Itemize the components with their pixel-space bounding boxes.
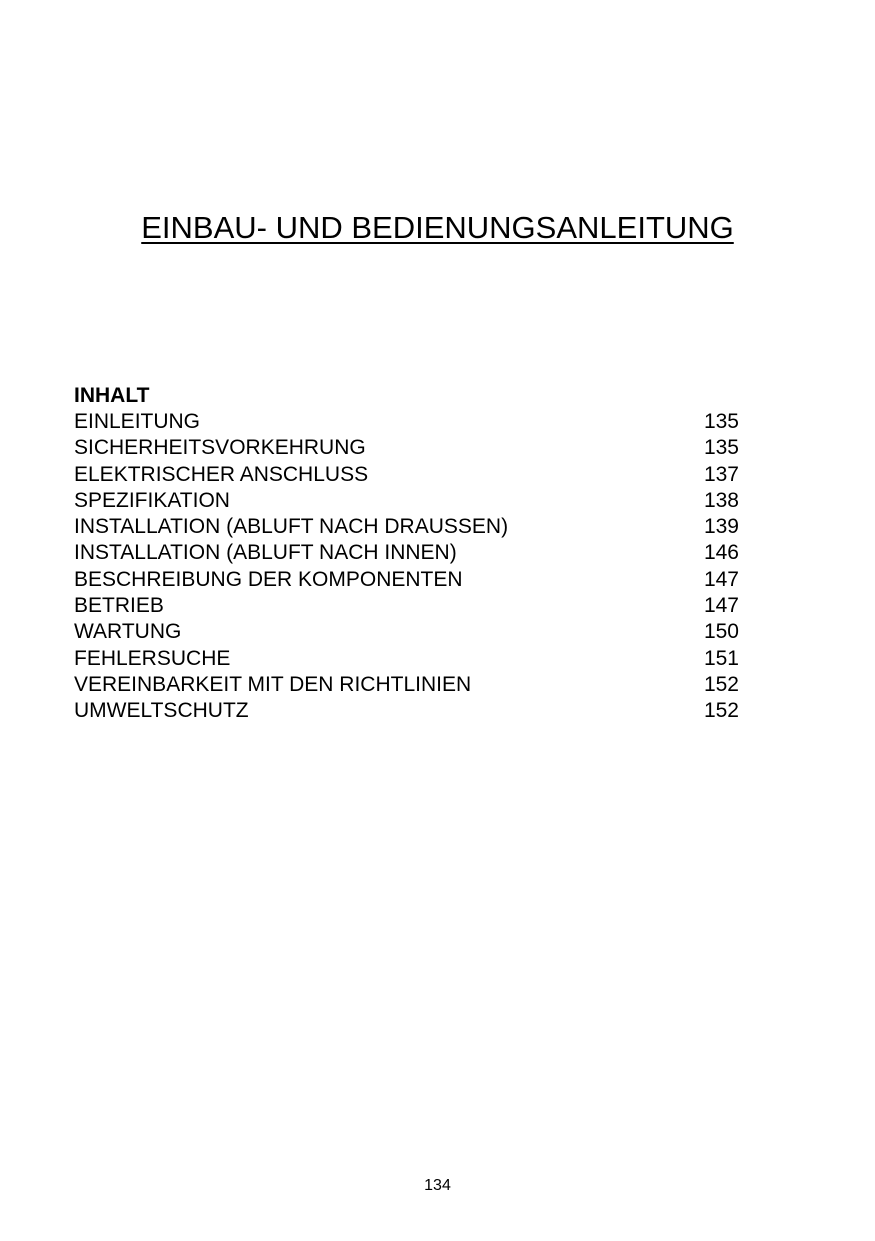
table-of-contents: [74, 383, 739, 725]
toc-entry: [74, 540, 739, 566]
toc-entry-page: 135: [703, 410, 739, 433]
toc-entry: [74, 646, 739, 672]
toc-entry-label: VEREINBARKEIT MIT DEN RICHTLINIEN: [74, 672, 472, 696]
toc-entry-label: BESCHREIBUNG DER KOMPONENTEN: [74, 567, 463, 591]
toc-entry: [74, 567, 739, 593]
toc-entry-label: INSTALLATION (ABLUFT NACH DRAUSSEN): [74, 515, 509, 539]
toc-entry-label: ELEKTRISCHER ANSCHLUSS: [74, 462, 369, 486]
toc-entry: [74, 409, 739, 435]
toc-list: [74, 409, 739, 725]
toc-entry-label: SPEZIFIKATION: [74, 488, 230, 512]
toc-entry: [74, 514, 739, 540]
toc-entry: [74, 672, 739, 698]
toc-entry-label: EINLEITUNG: [74, 410, 201, 433]
toc-heading: INHALT: [74, 384, 150, 407]
toc-entry-label: INSTALLATION (ABLUFT NACH INNEN): [74, 541, 457, 565]
page-number: 134: [424, 1177, 451, 1194]
toc-entry-page: 147: [703, 594, 739, 618]
toc-entry: [74, 619, 739, 645]
toc-entry-page: 152: [703, 672, 739, 696]
toc-entry-label: SICHERHEITSVORKEHRUNG: [74, 436, 366, 460]
toc-entry-page: 139: [703, 515, 739, 539]
toc-entry-label: BETRIEB: [74, 594, 164, 618]
toc-entry-page: 151: [703, 646, 739, 670]
toc-entry-page: 146: [703, 541, 739, 565]
toc-entry: [74, 435, 739, 461]
toc-entry-page: 138: [703, 488, 739, 512]
toc-entry: [74, 593, 739, 619]
toc-entry-page: 147: [703, 567, 739, 591]
toc-entry: [74, 698, 739, 724]
toc-entry-page: 135: [703, 436, 739, 460]
toc-entry-label: UMWELTSCHUTZ: [74, 699, 249, 723]
toc-entry: [74, 462, 739, 488]
toc-entry-page: 137: [703, 462, 739, 486]
toc-entry-page: 150: [703, 620, 739, 644]
toc-entry-page: 152: [703, 699, 739, 723]
page-title: EINBAU- UND BEDIENUNGSANLEITUNG: [141, 210, 734, 245]
toc-entry: [74, 488, 739, 514]
toc-entry-label: FEHLERSUCHE: [74, 646, 231, 670]
toc-entry-label: WARTUNG: [74, 620, 182, 644]
